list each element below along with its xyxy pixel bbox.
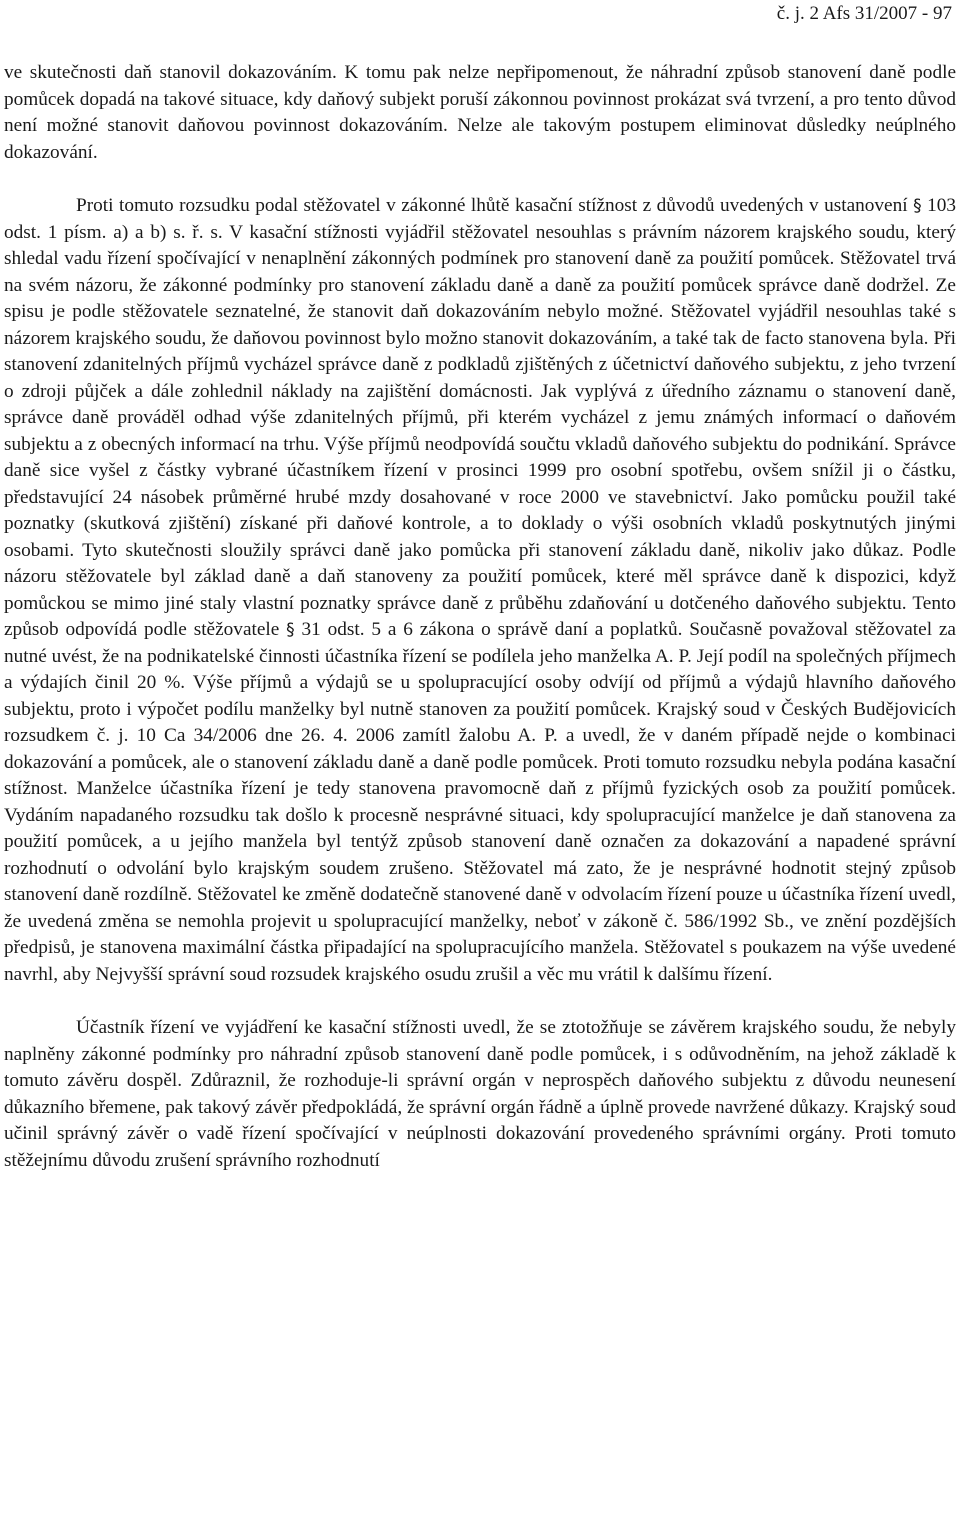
paragraph-1: ve skutečnosti daň stanovil dokazováním. K tomu pak nelze nepřipomenout, že náhradní způsob stanovení daně podle pomůcek dopadá na takové situace, kdy daňový subjekt poruší zákonnou povinnost prokázat svá tvrzení, a pro tento důvod není možné stanovit daňovou povinnost dokazováním. Nelze ale takovým postupem eliminovat důsledky neúplného dokazování. [4, 62, 956, 163]
paragraph-2-continuation: 31 odst. 5 a 6 zákona o správě daní a poplatků. Současně považoval stěžovatel za nutné uvést, že na podnikatelské činnosti účastníka řízení se podílela jeho manželka A. P. Její podíl na společných příjmech a výdajích činil 20 %. Výše příjmů a výdajů se u spolupracující osoby odvíjí od příjmů a výdajů hlavního daňového subjektu, proto i výpočet podílu manželky byl nutně stanoven za použití pomůcek. Krajský soud v Českých Budějovicích rozsudkem č. j. 10 Ca 34/2006 dne 26. 4. 2006 zamítl žalobu A. P. a uvedl, že v daném případě nejde o kombinaci dokazování a pomůcek, ale o stanovení základu daně a daně podle pomůcek. Proti tomuto rozsudku nebyla podána kasační stížnost. Manželce účastníka řízení je tedy stanovena pravomocně daň z příjmů fyzických osob za použití pomůcek. Vydáním napadaného rozsudku tak došlo k procesně nesprávné situaci, kdy spolupracující manželce je daň stanovena za použití pomůcek, a u jejího manžela byl tentýž způsob stanovení daně označen za dokazování a napadené správní rozhodnutí o odvolání bylo krajským soudem zrušeno. Stěžovatel má zato, že je nesprávné hodnotit stejný způsob stanovení daně rozdílně. Stěžovatel ke změně dodatečně stanovené daně v odvolacím řízení pouze u účastníka řízení uvedl, že uvedená změna se nemohla projevit u spolupracující manželky, neboť v zákoně č. 586/1992 Sb., ve znění pozdějších předpisů, je stanovena maximální částka připadající na spolupracujícího manžela. Stěžovatel s poukazem na výše uvedené navrhl, aby Nejvyšší správní soud rozsudek krajského osudu zrušil a věc mu vrátil k dalšímu řízení. [4, 619, 956, 985]
document-body [4, 60, 956, 1174]
paragraph-2 [4, 193, 956, 988]
case-number: č. j. 2 Afs 31/2007 - 97 [776, 3, 952, 24]
section-sign: § [286, 620, 295, 640]
section-sign: § [913, 196, 922, 216]
paragraph-3: Účastník řízení ve vyjádření ke kasační stížnosti uvedl, že se ztotožňuje se závěrem krajského soudu, že nebyly naplněny zákonné podmínky pro náhradní způsob stanovení daně podle pomůcek, i s odůvodněním, na jehož základě k tomuto závěru dospěl. Zdůraznil, že rozhoduje-li správní orgán v neprospěch daňového subjektu z důvodu neunesení důkazního břemene, pak takový závěr předpokládá, že správní orgán řádně a úplně provede navržené důkazy. Krajský soud učinil správný závěr o vadě řízení spočívající v neúplnosti dokazování provedeného správními orgány. Proti tomuto stěžejnímu důvodu zrušení správního rozhodnutí [4, 1017, 956, 1171]
paragraph-2-intro: Proti tomuto rozsudku podal stěžovatel v zákonné lhůtě kasační stížnost z důvodů uvedených v ustanovení [76, 195, 908, 216]
paragraph-2-body: 103 odst. 1 písm. a) a b) s. ř. s. V kasační stížnosti vyjádřil stěžovatel nesouhlas s právním názorem krajského soudu, který shledal vadu řízení spočívající v nenaplnění zákonných podmínek pro stanovení daně za použití pomůcek. Stěžovatel trvá na svém názoru, že zákonné podmínky pro stanovení základu daně a daně za použití pomůcek správce daně dodržel. Ze spisu je podle stěžovatele seznatelné, že stanovit daň dokazováním nebylo možné. Stěžovatel vyjádřil nesouhlas také s názorem krajského soudu, že daňovou povinnost bylo možno stanovit dokazováním, a také tak de facto stanovena byla. Při stanovení zdanitelných příjmů vycházel správce daně z podkladů zjištěných z účetnictví daňového subjektu, z jeho tvrzení o zdroji půjček a dále zohlednil náklady na zajištění domácnosti. Jak vyplývá z úředního záznamu o stanovení daně, správce daně prováděl odhad výše zdanitelných příjmů, při kterém vycházel z jemu známých informací o daňovém subjektu a z obecných informací na trhu. Výše příjmů neodpovídá součtu vkladů daňového subjektu do podnikání. Správce daně sice vyšel z částky vybrané účastníkem řízení v prosinci 1999 pro osobní spotřebu, ovšem snížil ji o částku, představující 24 násobek průměrné hrubé mzdy dosahované v roce 2000 ve stavebnictví. Jako pomůcku použil také poznatky (skutková zjištění) získané při daňové kontrole, a to doklady o výši osobních vkladů poskytnutých jinými osobami. Tyto skutečnosti sloužily správci daně jako pomůcka při stanovení základu daně, nikoliv jako důkaz. Podle názoru stěžovatele byl základ daně a daň stanoveny za použití pomůcek, které měl správce daně k dispozici, když pomůckou se mimo jiné staly vlastní poznatky správce daně z průběhu zdaňování u dotčeného daňového subjektu. Tento způsob odpovídá podle stěžovatele [4, 195, 956, 640]
